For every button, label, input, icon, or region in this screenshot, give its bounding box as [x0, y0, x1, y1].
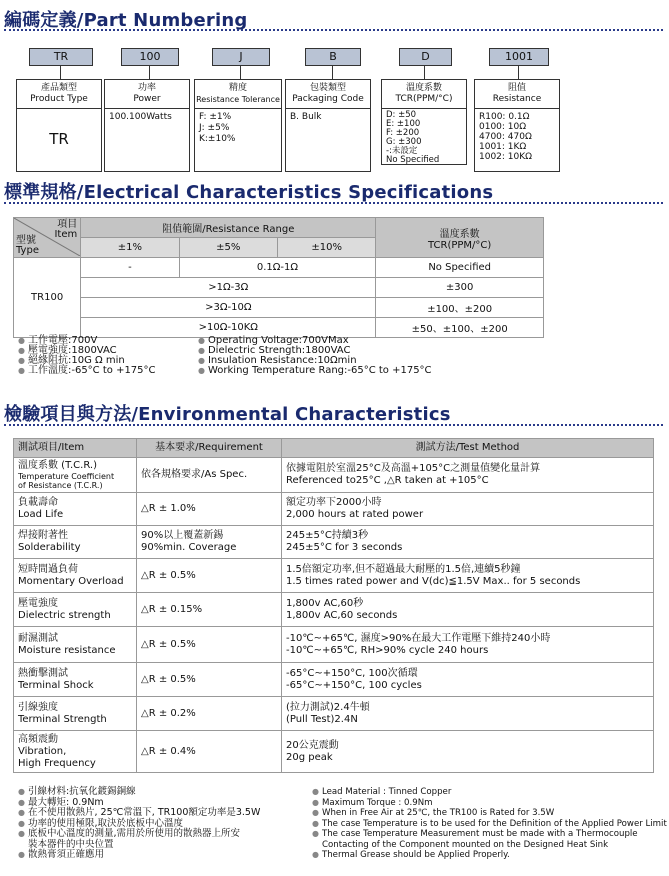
item-cell: 引線強度 Terminal Strength: [14, 697, 137, 731]
table-cell: No Specified: [376, 258, 544, 278]
item-cell: 熱衝擊測試 Terminal Shock: [14, 663, 137, 697]
code-box: 100: [121, 48, 179, 66]
method-cell: 額定功率下2000小時 2,000 hours at rated power: [282, 493, 654, 526]
req-cell: △R ± 0.5%: [137, 627, 282, 663]
field-label: 包裝類型 Packaging Code: [285, 79, 371, 108]
connector: [518, 65, 519, 79]
tol-header: ±5%: [179, 238, 277, 258]
connector: [424, 65, 425, 79]
req-cell: 90%以上覆蓋新錫 90%min. Coverage: [137, 526, 282, 559]
table-cell: ±300: [376, 278, 544, 298]
connector: [60, 65, 61, 79]
method-cell: 245±5°C持續3秒 245±5°C for 3 seconds: [282, 526, 654, 559]
col-header: 測試方法/Test Method: [282, 439, 654, 458]
field-values: 100.100Watts: [104, 108, 190, 172]
req-cell: △R ± 0.2%: [137, 697, 282, 731]
col-header: 測試項目/Item: [14, 439, 137, 458]
connector: [149, 65, 150, 79]
model-cell: TR100: [14, 258, 81, 338]
method-cell: 1.5倍額定功率,但不超過最大耐壓的1.5倍,連續5秒鐘 1.5 times rated power and V(dc)≦1.5V Max.. for 5 seconds: [282, 559, 654, 593]
connector: [240, 65, 241, 79]
tol-header: ±10%: [277, 238, 375, 258]
field-label: 產品類型 Product Type: [16, 79, 102, 108]
field-values: D: ±50 E: ±100 F: ±200 G: ±300 -:未設定 No Specified: [381, 108, 467, 165]
field-label: 阻值 Resistance: [474, 79, 560, 108]
table-cell: >1Ω-3Ω: [81, 278, 376, 298]
code-box: D: [399, 48, 452, 66]
col-header: 基本要求/Requirement: [137, 439, 282, 458]
code-box: 1001: [489, 48, 549, 66]
table-cell: ±50、±100、±200: [376, 318, 544, 338]
code-box: J: [212, 48, 270, 66]
range-header: 阻值範圍/Resistance Range: [81, 218, 376, 238]
item-cell: 壓電強度 Dielectric strength: [14, 593, 137, 627]
table-cell: ±100、±200: [376, 298, 544, 318]
field-label: 溫度系數 TCR(PPM/°C): [381, 79, 467, 108]
divider: [4, 29, 663, 31]
item-cell: 高頻震動 Vibration, High Frequency: [14, 731, 137, 773]
environmental-title: 檢驗項目與方法/Environmental Characteristics: [4, 404, 451, 425]
item-cell: 負載壽命 Load Life: [14, 493, 137, 526]
connector: [332, 65, 333, 79]
table-cell: >10Ω-10KΩ: [81, 318, 376, 338]
method-cell: (拉力測試)2.4牛頓 (Pull Test)2.4N: [282, 697, 654, 731]
item-cell: 短時間過負荷 Momentary Overload: [14, 559, 137, 593]
req-cell: △R ± 0.4%: [137, 731, 282, 773]
table-cell: 0.1Ω-1Ω: [179, 258, 376, 278]
footer-notes-en: ● Lead Material : Tinned Copper ● Maximum Torque : 0.9Nm ● When in Free Air at 25℃, the TR100 is Rated for 3.5W ● The case Temperature is to be used for the Definition of the Applied Power Limit ● The case Temperature Measurement must be made with a Thermocouple Contacting of the Component mounted on the Designed Heat Sink ● Thermal Grease should be Applied Properly.: [312, 787, 667, 860]
code-box: B: [305, 48, 361, 66]
electrical-title: 標準規格/Electrical Characteristics Specifications: [4, 182, 494, 203]
tcr-header: 溫度系數 TCR(PPM/°C): [376, 218, 544, 258]
divider: [4, 202, 663, 204]
divider: [4, 424, 663, 426]
item-cell: 溫度系數 (T.C.R.) Temperature Coefficient of Resistance (T.C.R.): [14, 458, 137, 493]
code-box: TR: [29, 48, 93, 66]
item-cell: 耐濕測試 Moisture resistance: [14, 627, 137, 663]
method-cell: -65°C~+150°C, 100次循環 -65°C~+150°C, 100 cycles: [282, 663, 654, 697]
table-cell: -: [81, 258, 179, 278]
method-cell: 1,800v AC,60秒 1,800v AC,60 seconds: [282, 593, 654, 627]
req-cell: △R ± 0.5%: [137, 559, 282, 593]
method-cell: 20公克震動 20g peak: [282, 731, 654, 773]
field-values: TR: [16, 108, 102, 172]
footer-notes-zh: ● 引線材料:抗氧化鍍錫銅線 ● 最大轉矩: 0.9Nm ● 在不使用散熱片, 25℃常溫下, TR100額定功率是3.5W ● 功率的使用極限,取決於底板中心溫度 ● 底板中心溫度的測量,需用於所使用的散熱器上所安 裝本器件的中央位置 ● 散熱膏須正確應用: [18, 786, 261, 860]
method-cell: 依據電阻於室溫25°C及高溫+105°C之測量值變化量計算 Referenced to25°C ,△R taken at +105°C: [282, 458, 654, 493]
field-values: B. Bulk: [285, 108, 371, 172]
req-cell: △R ± 1.0%: [137, 493, 282, 526]
field-values: F: ±1% J: ±5% K:±10%: [194, 108, 282, 172]
field-label: 功率 Power: [104, 79, 190, 108]
part-numbering-title: 編碼定義/Part Numbering: [4, 10, 248, 31]
req-cell: △R ± 0.15%: [137, 593, 282, 627]
corner-header: 項目 Item 型號 Type: [14, 218, 81, 258]
environmental-table: [13, 438, 654, 773]
method-cell: -10℃~+65℃, 濕度>90%在最大工作電壓下維持240小時 -10℃~+65℃, RH>90% cycle 240 hours: [282, 627, 654, 663]
field-label: 精度 Resistance Tolerance: [194, 79, 282, 108]
electrical-spec-table: [13, 217, 544, 338]
field-values: R100: 0.1Ω 0100: 10Ω 4700: 470Ω 1001: 1KΩ 1002: 10KΩ: [474, 108, 560, 172]
table-cell: >3Ω-10Ω: [81, 298, 376, 318]
tol-header: ±1%: [81, 238, 179, 258]
item-cell: 焊接附著性 Solderability: [14, 526, 137, 559]
electrical-notes-zh: ● 工作電壓:700V ● 壓電強度:1800VAC ● 絕緣阻抗:10G Ω min ● 工作溫度:-65°C to +175°C: [18, 335, 156, 376]
req-cell: 依各規格要求/As Spec.: [137, 458, 282, 493]
electrical-notes-en: ● Operating Voltage:700VMax ● Dielectric Strength:1800VAC ● Insulation Resistance:10Ωmin ● Working Temperature Rang:-65°C to +175°C: [198, 335, 432, 376]
req-cell: △R ± 0.5%: [137, 663, 282, 697]
